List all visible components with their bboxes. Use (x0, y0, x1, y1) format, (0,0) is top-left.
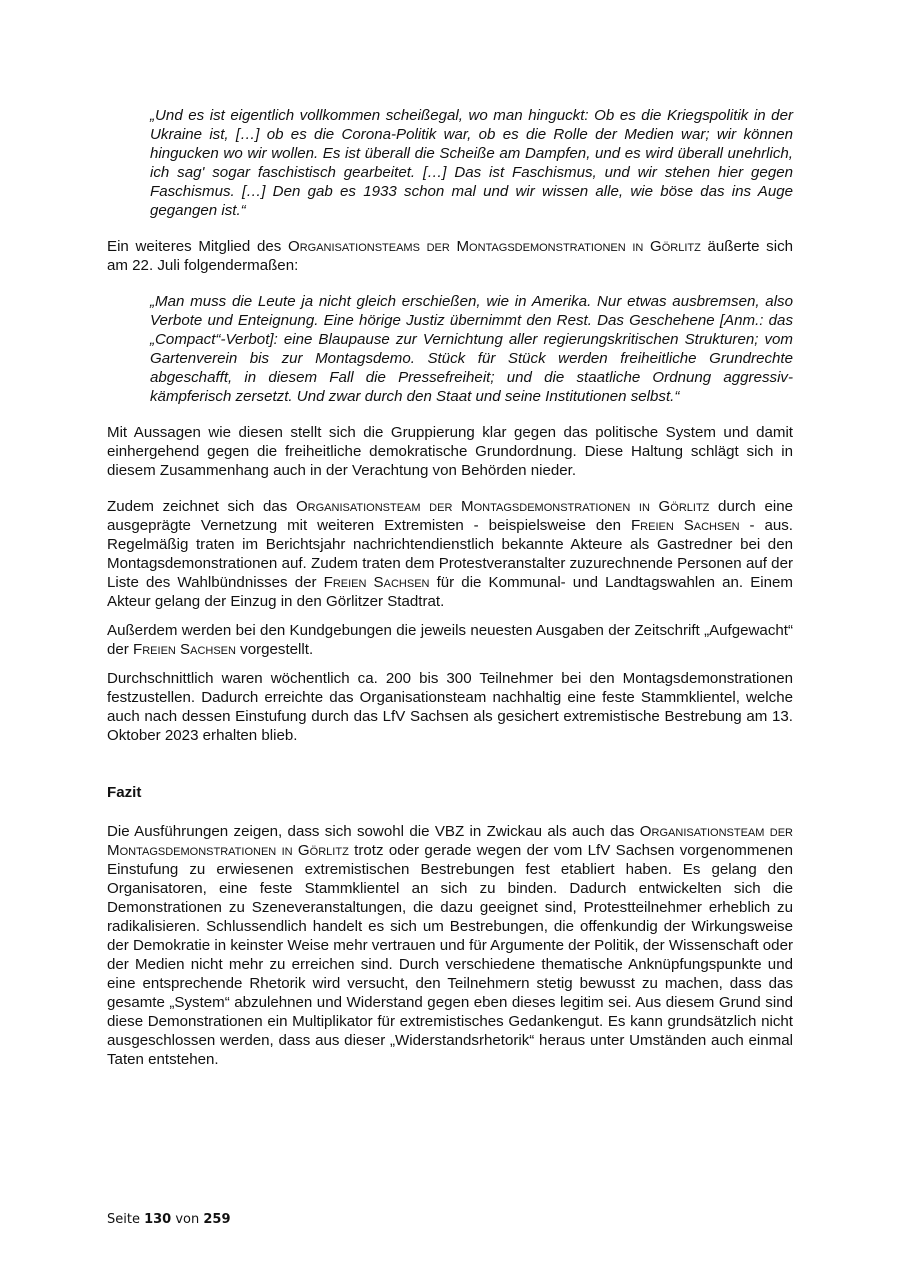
page-footer (107, 1212, 231, 1227)
text: trotz oder gerade wegen der vom LfV Sachsen vorgenommenen Einstufung zu erwiesenen extremistischen Bestrebungen fest etabliert haben. Es gelang den Organisatoren, eine feste Stammklientel an sich zu binden. Dadurch entwickelten sich die Demonstrationen zu Szeneveranstaltungen, die dazu geeignet sind, Protestteilnehmer erheblich zu radikalisieren. Schlussendlich handelt es sich um Bestrebungen, die offenkundig der Wirkungsweise der Demokratie in keinster Weise mehr vertrauen und für Argumente der Politik, der Wissenschaft oder der Medien nicht mehr zu erreichen sind. Durch verschiedene thematische Anknüpfungspunkte und eine entsprechende Rhetorik wird versucht, den Teilnehmern stetig bewusst zu machen, dass das gesamte „System“ abzulehnen und Widerstand gegen eben dieses legitim sei. Aus diesem Grund sind diese Demonstrationen ein Multiplikator für extremistisches Gedankengut. Es kann grundsätzlich nicht ausgeschlossen werden, dass aus dieser „Widerstandsrhetorik“ heraus unter Umständen auch einmal Taten entstehen. (107, 842, 794, 1068)
page-number: 130 (144, 1212, 172, 1227)
text: durch eine ausgeprägte Vernetzung mit weiteren Extremisten - beispielsweise den (107, 498, 793, 534)
text: Außerdem werden bei den Kundgebungen die jeweils neuesten Ausgaben der Zeitschrift „Aufgewacht“ der (107, 622, 793, 658)
quote-block-1: „Und es ist eigentlich vollkommen scheißegal, wo man hinguckt: Ob es die Kriegspolitik in der Ukraine ist, […] ob es die Corona-Politik war, ob es die Rolle der Medien war; wir können hingucken wo wir wollen. Es ist überall die Scheiße am Dampfen, und es wird überall unehrlich, ich sag' sogar faschistisch gearbeitet. […] Das ist Faschismus, und wir stehen hier gegen Faschismus. […] Den gab es 1933 schon mal und wir wissen alle, wie böse das ins Auge gegangen ist.“ (150, 107, 793, 219)
org-name: Organisationsteam der Montagsdemonstrationen in Görlitz (107, 823, 793, 859)
org-name: Organisationsteam der Montagsdemonstrationen in Görlitz (295, 498, 710, 515)
org-name: Freien Sachsen (133, 641, 236, 658)
paragraph-4 (107, 621, 793, 659)
org-name: Organisationsteams der Montagsdemonstrationen in Görlitz (287, 238, 701, 255)
text: Die Ausführungen zeigen, dass sich sowohl die VBZ in Zwickau als auch das (107, 823, 640, 840)
text: Ein weiteres Mitglied des (107, 238, 288, 255)
document-body (107, 106, 793, 1069)
footer-mid: von (171, 1212, 204, 1227)
text: äußerte sich am 22. Juli folgendermaßen: (107, 238, 794, 274)
org-name: Freien Sachsen (630, 517, 740, 534)
paragraph-2: Mit Aussagen wie diesen stellt sich die Gruppierung klar gegen das politische System und damit einhergehend gegen die freiheitliche demokratische Grundordnung. Diese Haltung schlägt sich in diesem Zusammenhang auch in der Verachtung von Behörden nieder. (107, 424, 793, 479)
footer-prefix: Seite (107, 1212, 145, 1227)
text: für die Kommunal- und Landtagswahlen an. Einem Akteur gelang der Einzug in den Görlitzer Stadtrat. (107, 574, 793, 610)
paragraph-3 (107, 497, 793, 611)
quote-block-2: „Man muss die Leute ja nicht gleich erschießen, wie in Amerika. Nur etwas ausbremsen, also Verbote und Enteignung. Eine hörige Justiz übernimmt den Rest. Das Geschehene [Anm.: das „Compact“-Verbot]: eine Blaupause zur Vernichtung aller regierungskritischen Strukturen; vom Gartenverein bis zur Montagsdemo. Stück für Stück werden freiheitliche Grundrechte abgeschafft, in diesem Fall die Pressefreiheit; und die staatliche Ordnung aggressiv-kämpferisch zersetzt. Und zwar durch den Staat und seine Institutionen selbst.“ (150, 293, 793, 405)
org-name: Freien Sachsen (323, 574, 430, 591)
paragraph-6 (107, 822, 793, 1069)
paragraph-1 (107, 237, 793, 275)
text: vorgestellt. (235, 641, 314, 658)
text: Zudem zeichnet sich das (107, 498, 296, 515)
paragraph-5: Durchschnittlich waren wöchentlich ca. 200 bis 300 Teilnehmer bei den Montagsdemonstrationen festzustellen. Dadurch erreichte das Organisationsteam nachhaltig eine feste Stammklientel, welche auch nach dessen Einstufung durch das LfV Sachsen als gesichert extremistische Bestrebung am 13. Oktober 2023 erhalten blieb. (107, 670, 793, 744)
page-total: 259 (203, 1212, 231, 1227)
text: - aus. Regelmäßig traten im Berichtsjahr nachrichtendienstlich bekannte Akteure als Gastredner bei den Montagsdemonstrationen auf. Zudem traten dem Protestveranstalter zuzurechnende Personen auf der Liste des Wahlbündnisses der (107, 517, 793, 591)
section-heading: Fazit (107, 784, 142, 801)
